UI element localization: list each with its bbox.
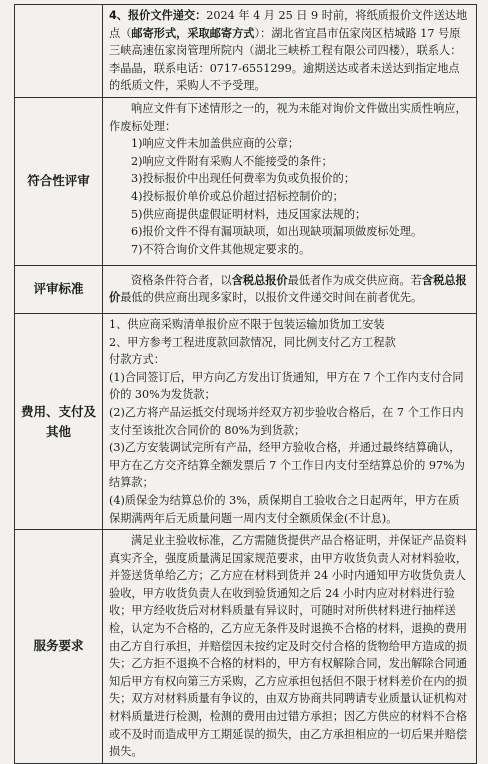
payment-item: (2)乙方将产品运抵交付现场并经双方初步验收合格后，在 7 个工作日内支付至该批次合同价的 80%为到货款； <box>109 405 464 437</box>
submission-cell <box>103 5 477 98</box>
payment-line: 付款方式： <box>109 353 165 367</box>
table-row-compliance <box>15 97 477 265</box>
table-row-submission <box>15 5 477 98</box>
compliance-item: 4)投标报价单价或总价超过招标控制价的； <box>131 189 344 203</box>
compliance-item: 5)供应商提供虚假证明材料，违反国家法规的； <box>131 207 367 221</box>
criteria-cell <box>103 265 477 313</box>
table-row-criteria <box>15 265 477 313</box>
payment-cell <box>103 313 477 529</box>
compliance-intro: 响应文件有下述情形之一的，视为未能对询价文件做出实质性响应，作废标处理： <box>109 101 467 133</box>
compliance-label: 符合性评审 <box>15 97 103 265</box>
row-label-empty <box>15 5 103 98</box>
payment-item: (3)乙方安装调试完所有产品，经甲方验收合格，并通过最终结算确认，甲方在乙方交齐结算全额发票后 7 个工作日内支付至结算总价的 97%为结算款； <box>109 441 465 490</box>
payment-line: 2、甲方参考工程进度款回款情况，同比例支付乙方工程款 <box>109 335 396 349</box>
service-label: 服务要求 <box>15 530 103 764</box>
compliance-item: 1)响应文件未加盖供应商的公章； <box>131 137 300 151</box>
payment-item: (4)质保金为结算总价的 3%，质保期自工验收合之日起两年，甲方在质保期满两年后无质量问题一周内支付全额质保金(不计息)。 <box>109 493 460 525</box>
compliance-item: 2)响应文件附有采购人不能接受的条件； <box>131 154 333 168</box>
requirements-table <box>14 4 477 764</box>
compliance-item: 7)不符合询价文件其他规定要求的。 <box>131 242 311 256</box>
service-cell <box>103 530 477 764</box>
table-row-service <box>15 530 477 764</box>
payment-label-line2: 其他 <box>45 423 71 439</box>
criteria-label: 评审标准 <box>15 265 103 313</box>
criteria-text: 资格条件符合者，以含税总报价最低者作为成交供应商。若含税总报价最低的供应商出现多家时，以报价文件递交时间在前者优先。 <box>109 273 467 305</box>
service-text: 满足业主验收标准，乙方需随货提供产品合格证明，并保证产品资料真实齐全，强度质量满足国家规范要求，由甲方收货负责人对材料验收，并签送货单给乙方；乙方应在材料到货并 24 小时内通知甲方收货负责人验收，甲方收货负责人在收到验货通知之后 24 小时内应对材料进行验收；甲方经收货后对材料质量有异议时，可随时对所供材料进行抽样送检，认定为不合格的，乙方应无条件及时退换不合格的材料，退换的费用由乙方自行承担，并赔偿因未按约定及时交付合格的货物给甲方造成的损失；乙方拒不退换不合格的材料的，甲方有权解除合同，发出解除合同通知后甲方有权向第三方采购，乙方应承担包括但不限于材料差价在内的损失；双方对材料质量有争议的，由双方协商共同聘请专业质量认证机构对材料质量进行检测，检测的费用由过错方承担；因乙方供应的材料不合格或不及时而造成甲方工期延误的损失，由乙方承担相应的一切后果并赔偿损失。 <box>109 534 468 759</box>
payment-item: (1)合同签订后，甲方向乙方发出订货通知，甲方在 7 个工作内支付合同价的 30%为发货款； <box>109 370 464 402</box>
payment-line: 1、供应商采购清单报价应不限于包装运输加货加工安装 <box>109 317 385 331</box>
compliance-cell <box>103 97 477 265</box>
document-page <box>14 4 476 764</box>
table-row-payment <box>15 313 477 529</box>
compliance-item: 3)投标报价中出现任何费率为负或负报价的； <box>131 172 356 186</box>
payment-label-line1: 费用、支付及 <box>21 403 97 419</box>
payment-label <box>15 313 103 529</box>
compliance-item: 6)报价文件不得有漏项缺项，如出现缺项漏项做废标处理。 <box>131 225 423 239</box>
submission-text: 4、报价文件递交：2024 年 4 月 25 日 9 时前，将纸质报价文件送达地点（邮寄形式，采取邮寄方式）：湖北省宜昌市伍家岗区桔城路 17 号原三峡高速伍家岗管理所院内（湖北三峡桥工程有限公司四楼），联系人：李晶晶，联系电话：0717-6551299。逾期送达或者未送达到指定地点的纸质文件，采购人不予受理。 <box>109 9 468 93</box>
